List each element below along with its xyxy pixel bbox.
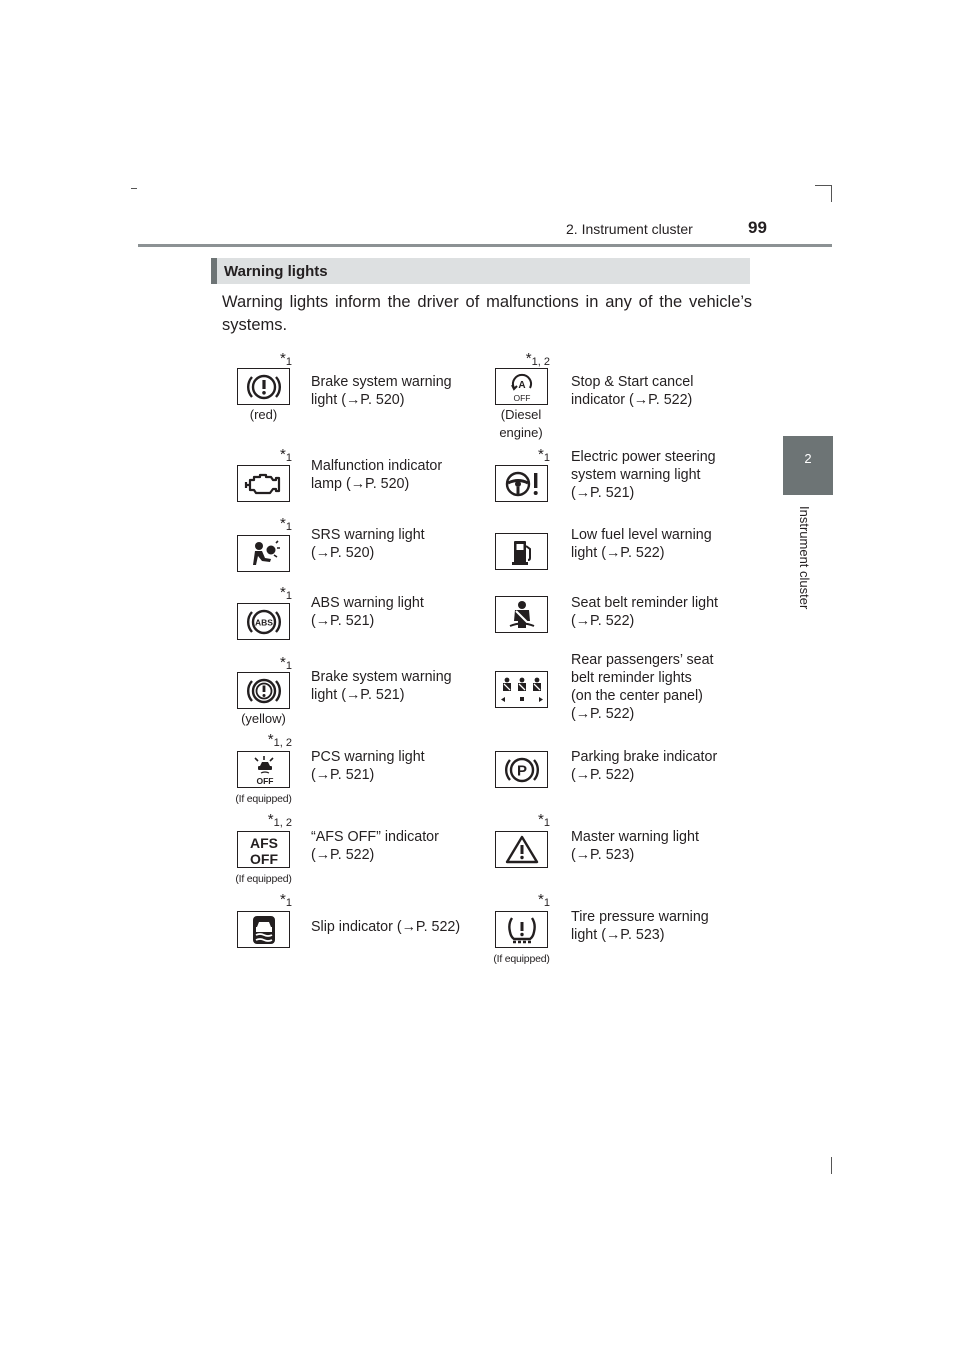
pcs-off-label: OFF: [256, 775, 273, 786]
item-description: PCS warning light (→P. 521): [311, 749, 425, 783]
abs-icon: [237, 603, 290, 640]
item-description: Malfunction indicator lamp (→P. 520): [311, 458, 443, 492]
item-description: Electric power steering system warning light (→P. 521): [571, 449, 716, 501]
icon-note: (If equipped): [235, 873, 292, 885]
item-description: Master warning light (→P. 523): [571, 829, 699, 863]
item-description: Low fuel level warning light (→P. 522): [571, 527, 712, 561]
crop-mark: [831, 185, 832, 202]
parking-label: P: [516, 762, 527, 779]
stop-start-off-icon: [495, 368, 548, 405]
afs-label: AFS: [249, 834, 278, 851]
brake-system-yellow-icon: [237, 672, 290, 709]
footnote-marker: *1: [280, 446, 292, 464]
parking-brake-icon: [495, 751, 548, 788]
afs-off-icon: [237, 831, 290, 868]
afs-off-label: OFF: [249, 850, 278, 867]
icon-note: (Diesel engine): [499, 407, 543, 440]
slip-indicator-icon: [237, 911, 290, 948]
chapter-label-text: Instrument cluster: [797, 506, 812, 610]
master-warning-icon: [495, 831, 548, 868]
item-description: Seat belt reminder light (→P. 522): [571, 595, 719, 629]
footnote-marker: *1, 2: [525, 350, 550, 368]
power-steering-icon: [495, 465, 548, 502]
running-header: 2. Instrument cluster: [566, 221, 693, 237]
chapter-label: [796, 506, 816, 626]
footnote-marker: *1: [538, 446, 550, 464]
svg-text:A: A: [517, 379, 526, 391]
icon-note: (red): [249, 407, 278, 422]
footnote-marker: *1: [538, 811, 550, 829]
item-description: Parking brake indicator (→P. 522): [571, 749, 718, 783]
item-description: “AFS OFF” indicator (→P. 522): [311, 829, 439, 863]
footnote-marker: *1, 2: [267, 811, 292, 829]
item-description: SRS warning light (→P. 520): [311, 527, 425, 561]
tire-pressure-icon: [495, 911, 548, 948]
chapter-number: 2: [804, 451, 812, 466]
footnote-marker: *1: [280, 891, 292, 909]
section-heading-marker: [211, 258, 217, 284]
abs-label: ABS: [254, 617, 273, 627]
footnote-marker: *1, 2: [267, 731, 292, 749]
item-description: ABS warning light (→P. 521): [311, 595, 424, 629]
page-number: 99: [748, 218, 767, 237]
fuel-pump-icon: [495, 533, 548, 570]
crop-mark: [831, 1157, 832, 1174]
icon-note: (If equipped): [235, 793, 292, 805]
engine-malfunction-icon: [237, 465, 290, 502]
intro-paragraph: Warning lights inform the driver of malfunctions in any of the vehicle’s systems.: [222, 293, 752, 334]
item-description: Tire pressure warning light (→P. 523): [571, 909, 709, 943]
item-description: Stop & Start cancel indicator (→P. 522): [571, 374, 694, 408]
item-description: Brake system warning light (→P. 520): [311, 374, 452, 408]
rear-seat-belts-icon: [495, 671, 548, 708]
footnote-marker: *1: [538, 891, 550, 909]
item-description: Slip indicator (→P. 522): [311, 919, 461, 935]
brake-system-red-icon: [237, 368, 290, 405]
header-rule: [138, 244, 832, 247]
section-title: Warning lights: [224, 263, 328, 280]
footnote-marker: *1: [280, 350, 292, 368]
stop-start-off-label: OFF: [513, 392, 530, 403]
seat-belt-icon: [495, 596, 548, 633]
item-description: Brake system warning light (→P. 521): [311, 669, 452, 703]
footnote-marker: *1: [280, 654, 292, 672]
footnote-marker: *1: [280, 515, 292, 533]
item-description: Rear passengers’ seat belt reminder lights (on the center panel) (→P. 522): [571, 652, 714, 722]
srs-airbag-icon: [237, 535, 290, 572]
crop-mark: [131, 188, 137, 189]
icon-note: (yellow): [241, 711, 286, 726]
pcs-off-icon: [237, 751, 290, 788]
icon-note: (If equipped): [493, 953, 550, 965]
crop-mark: [815, 185, 832, 186]
footnote-marker: *1: [280, 584, 292, 602]
